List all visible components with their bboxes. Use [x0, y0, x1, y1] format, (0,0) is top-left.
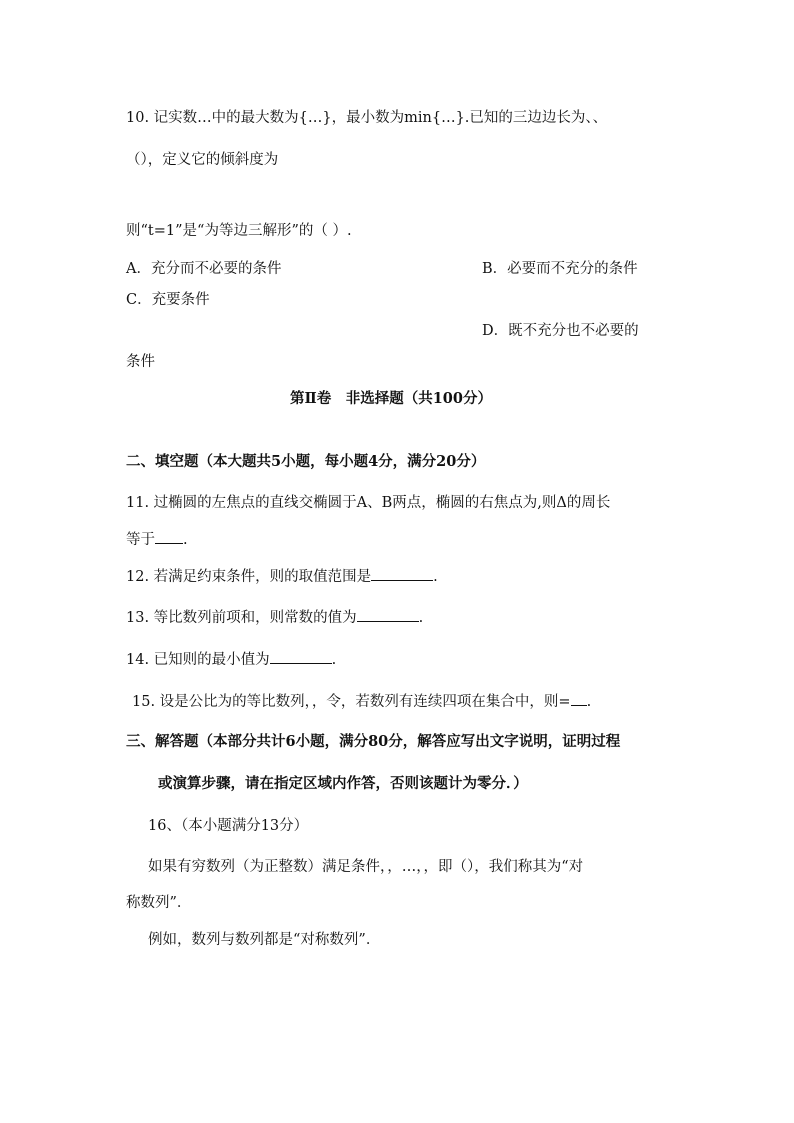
q10-option-d: D．既不充分也不必要的	[482, 323, 639, 339]
q11-line2: 等于 .	[126, 532, 188, 548]
q10-line2: （），定义它的倾斜度为	[126, 152, 279, 168]
section3-heading-line2: 或演算步骤，请在指定区域内作答，否则该题计为零分．）	[158, 775, 528, 792]
section2-heading: 二、填空题（本大题共5小题，每小题4分，满分20分）	[126, 453, 486, 470]
question-12: 12. 若满足约束条件，则的取值范围是 .	[126, 569, 438, 585]
q10-option-c: C．充要条件	[126, 292, 210, 308]
answer-blank[interactable]	[155, 530, 183, 544]
q16-line2: 称数列”．	[126, 895, 192, 911]
answer-blank[interactable]	[357, 608, 419, 622]
question-13: 13. 等比数列前项和，则常数的值为 .	[126, 610, 424, 626]
q10-line1: 10. 记实数…中的最大数为{…}，最小数为min{…}.已知的三边边长为、、	[126, 110, 608, 126]
q16-line1: 如果有穷数列（为正整数）满足条件，，…，，即（），我们称其为“对	[148, 859, 584, 875]
section3-heading-line1: 三、解答题（本部分共计6小题，满分80分，解答应写出文字说明，证明过程	[126, 733, 621, 750]
q10-line3: 则“t=1”是“为等边三解形”的（ ）.	[126, 223, 352, 239]
question-14: 14. 已知则的最小值为 .	[126, 652, 337, 668]
q11-line1: 11. 过椭圆的左焦点的直线交椭圆于A、B两点，椭圆的右焦点为,则Δ的周长	[126, 495, 611, 511]
part2-title: 第Ⅱ卷 非选择题（共100分）	[290, 390, 492, 407]
answer-blank[interactable]	[371, 567, 433, 581]
q10-option-d-cont: 条件	[126, 354, 155, 370]
q16-line3: 例如，数列与数列都是“对称数列”．	[148, 932, 381, 948]
question-15: 15. 设是公比为的等比数列，，令，若数列有连续四项在集合中，则= .	[132, 694, 592, 710]
answer-blank[interactable]	[270, 650, 332, 664]
q16-title: 16、（本小题满分13分）	[148, 818, 309, 834]
answer-blank[interactable]	[571, 692, 587, 706]
q10-option-a: A．充分而不必要的条件	[126, 261, 282, 277]
q10-option-b: B．必要而不充分的条件	[482, 261, 638, 277]
